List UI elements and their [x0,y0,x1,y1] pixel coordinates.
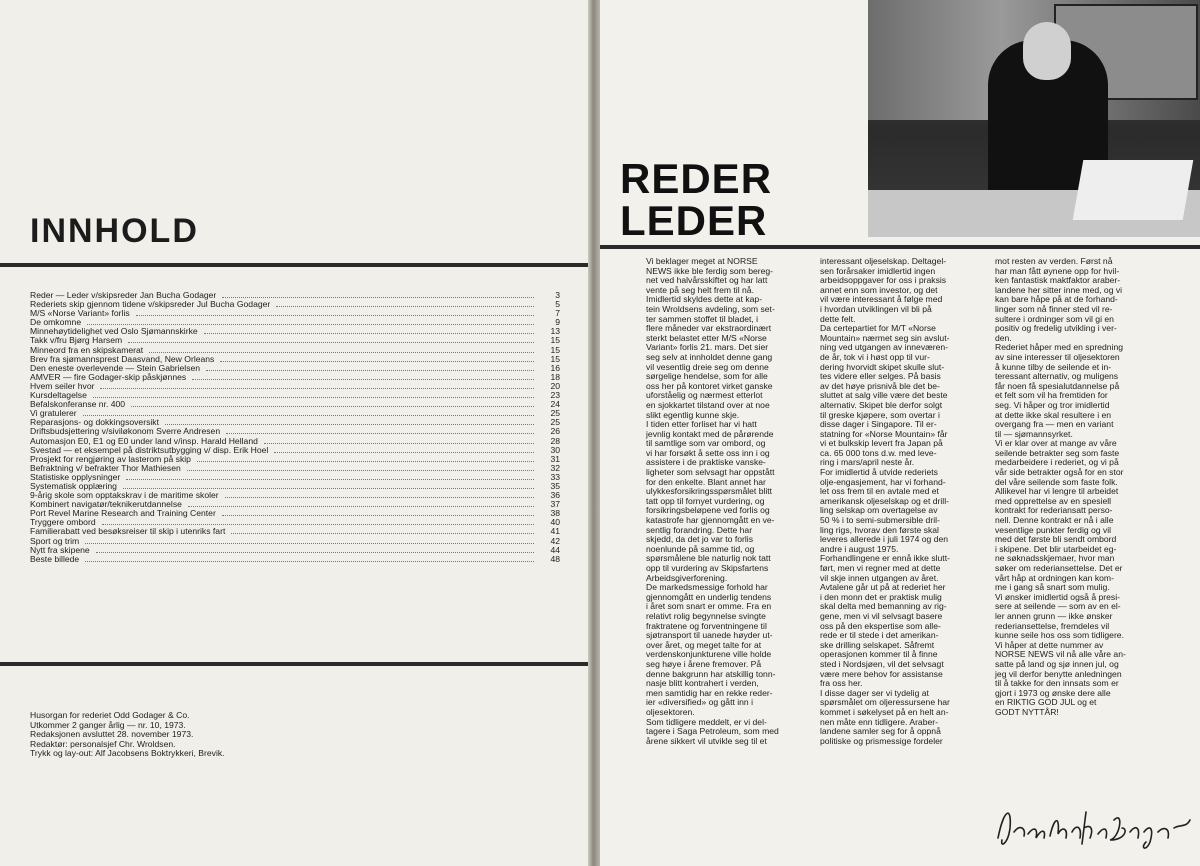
handwritten-signature [990,798,1195,856]
article-line: kontrakt for rederiansatt perso- [995,505,1113,516]
article-line: Vi ønsker imidlertid også å presi- [995,591,1120,602]
toc-entry-page: 42 [550,535,560,546]
left-page [0,0,588,866]
article-line: De markedsmessige forhold har [646,582,768,593]
toc-entry-page: 24 [550,399,560,410]
article-line: annet enn som investor, og det [820,284,938,295]
article-line: til å takke for den innsats som er [995,678,1119,689]
article-line: Da certepartiet for M/T «Norse [820,323,936,334]
article-line: ling selskap om overtagelse av [820,505,938,516]
toc-entry-page: 25 [550,417,560,428]
toc-entry-title: Takk v/fru Bjørg Harsem [30,335,123,346]
toc-leader-dots [225,497,534,498]
article-line: med det første bli sendt ombord [995,534,1117,545]
article-line: politiske og prismessige fordeler [820,735,943,746]
toc-entry-title: Kursdeltagelse [30,390,87,401]
article-line: rederiansettelse, fremdeles vil [995,620,1110,631]
article-line: I tiden etter forliset har vi hatt [646,419,757,430]
toc-entry-title: M/S «Norse Variant» forlis [30,308,130,319]
article-column-3 [995,257,1169,718]
article-line: Allikevel har vi lengre til arbeidet [995,486,1119,497]
article-line: del våre seilende som faste folk. [995,476,1118,487]
toc-entry [30,509,560,518]
toc-entry-title: Driftsbudsjettering v/siviløkonom Sverre Andresen [30,426,221,437]
photo-papers [1073,160,1194,220]
article-line: denne bakgrunn har atskillig tonn- [646,668,776,679]
article-line: årene sikkert vil utvikle seg til et [646,735,767,746]
article-line: fraktratene og forventningene til [646,620,767,631]
toc-entry-title: Hvem seiler hvor [30,380,95,391]
toc-entry-title: Befalskonferanse nr. 400 [30,399,126,410]
toc-bottom-rule [0,662,588,666]
article-line: uforståelig og nærmest etterlot [646,390,763,401]
article-title-line-2: LEDER [620,197,768,244]
toc-leader-dots [93,397,534,398]
article-line: verdenskonjunkturene ville holde [646,649,772,660]
toc-entry [30,400,560,409]
toc-entry-title: Tryggere ombord [30,517,96,528]
article-line: landene samler seg for å oppnå [820,726,941,737]
article-line: sentlig forandring. Dette har [646,524,753,535]
article-line: gene, men vi vil selvsagt basere [820,610,943,621]
toc-entry-title: Befraktning v/ befrakter Thor Mathiesen [30,462,181,473]
toc-entry-title: Beste billede [30,553,80,564]
toc-leader-dots [165,424,534,425]
article-line: dette felt. [820,313,856,324]
toc-entry [30,555,560,564]
article-line: nen måte enn tidligere. Araber- [820,716,938,727]
colophon-line: Utkommer 2 ganger årlig — nr. 10, 1973. [30,719,186,730]
article-line: relativt rolig begynnelse svingte [646,610,766,621]
article-line: statning for «Norse Mountain» får [820,428,948,439]
article-line: har man fått øynene opp for hvil- [995,265,1120,276]
colophon-line: Trykk og lay-out: Alf Jacobsens Boktrykkeri, Brevik. [30,748,225,759]
toc-leader-dots [131,406,534,407]
article-line: leveres allerede i juli 1974 og den [820,534,949,545]
toc-entry-title: Port Revel Marine Research and Training Center [30,508,216,519]
toc-entry-title: Reparasjons- og dokkingsoversikt [30,417,159,428]
article-line: overgang fra — men en variant [995,419,1114,430]
article-line: sterkt belastet etter M/S «Norse [646,332,767,343]
toc-entry-page: 3 [555,290,560,300]
article-line: rede er til stede i det amerikan- [820,630,939,641]
toc-leader-dots [206,370,534,371]
toc-entry-title: Brev fra sjømannsprest Daasvand, New Orleans [30,353,215,364]
toc-leader-dots [136,315,534,316]
article-line: Vi er klar over at mange av våre [995,438,1117,449]
article-column-2 [820,257,994,746]
toc-entry-title: Statistiske opplysninger [30,471,121,482]
toc-leader-dots [231,533,534,534]
article-line: tagere i Saga Petroleum, som med [646,726,779,737]
toc-entry-page: 44 [550,544,560,555]
article-line: mot resten av verden. Først nå [995,256,1113,266]
article-line: landene her sitter inne med, og vi [995,284,1123,295]
article-line: vil vesentlig dreie seg om denne [646,361,769,372]
article-line: å kunne tilby de seilende et in- [995,361,1112,372]
toc-entry-page: 15 [550,344,560,355]
article-line: net ved halvårsskiftet og har latt [646,275,768,286]
article-line: den. [995,332,1012,343]
article-line: For imidlertid å utvide rederiets [820,467,938,478]
toc-entry [30,527,560,536]
toc-entry-page: 23 [550,390,560,401]
toc-entry-title: Minneord fra en skipskamerat [30,344,144,355]
toc-entry-page: 15 [550,335,560,346]
article-line: i hvordan utviklingen vil bli på [820,303,932,314]
toc-leader-dots [126,479,534,480]
toc-entry-page: 33 [550,471,560,482]
article-line: I disse dager ser vi tydelig at [820,687,929,698]
article-line: jeg vil derfor benytte anledningen [995,668,1122,679]
toc-leader-dots [128,342,534,343]
article-line: over året, og meget talte for at [646,639,762,650]
toc-entry-page: 16 [550,362,560,373]
article-title-line-1: REDER [620,155,773,202]
toc-leader-dots [187,470,534,471]
article-line: Arbeidsgiverforening. [646,572,728,583]
article-line: me i gang så snart som mulig. [995,582,1110,593]
article-line: Rederiet håper med en spredning [995,342,1124,353]
toc-leader-dots [274,452,534,453]
article-line: sluttet at salg ville være det beste [820,390,948,401]
article-line: vente på seg helt frem til nå. [646,284,754,295]
article-column-1 [646,257,820,746]
article-line: kommet i søkelyset på en helt an- [820,706,949,717]
toc-entry-title: Automasjon E0, E1 og E0 under land v/insp. Harald Helland [30,435,258,446]
toc-leader-dots [220,361,534,362]
toc-entry-page: 28 [550,435,560,446]
article-line: andre i august 1975. [820,543,899,554]
article-line: Mountain» nærmet seg sin avslut- [820,332,950,343]
article-line: flere måneder var ekstraordinært [646,323,772,334]
article-line: for den enkelte. Blant annet har [646,476,766,487]
article-line: sted i Nordsjøen, vil det selvsagt [820,658,944,669]
article-line: oljesektoren. [646,706,695,717]
article-line: sere at seilende — som av en el- [995,601,1121,612]
toc-leader-dots [87,324,534,325]
toc-title: INNHOLD [30,212,199,250]
article-line: av det høye prisnivå ble det be- [820,380,940,391]
table-of-contents [30,291,560,564]
article-line: søker om rederiansettelse. Det er [995,563,1123,573]
article-line: jevnlig kontakt med de pårørende [646,428,774,439]
article-line: til — sjømannsyrket. [995,428,1073,439]
article-line: ken fantastisk maktfaktor araber- [995,275,1121,286]
article-line: disse dager i Singapore. Til er- [820,419,937,430]
article-line: dering hvorvidt skipet skulle slut- [820,361,945,372]
toc-entry [30,373,560,382]
article-line: tatt opp til fornyet vurdering, og [646,495,765,506]
toc-leader-dots [188,506,534,507]
toc-leader-dots [204,333,534,334]
toc-entry-page: 15 [550,353,560,364]
toc-leader-dots [226,433,534,434]
article-line: ling rigs, hvorav den første skal [820,524,939,535]
article-rule [600,245,1200,249]
article-line: Imidlertid skyldes dette at kap- [646,294,763,305]
article-line: med opprettelse av en spesiell [995,495,1112,506]
article-line: til greske kjøpere, som overtar i [820,409,940,420]
right-page [600,0,1200,866]
article-line: slikt egentlig kunne skje. [646,409,740,420]
toc-entry-page: 13 [550,326,560,337]
article-line: de år, tok vi i høst opp til vur- [820,351,930,362]
article-line: opp til vurdering av Skipsfartens [646,563,769,573]
toc-entry [30,309,560,318]
toc-leader-dots [85,561,534,562]
article-line: spørsmålene ble naturlig nok tatt [646,553,771,564]
toc-entry-title: Vi gratulerer [30,408,77,419]
article-line: seg selv at innholdet denne gang [646,351,773,362]
toc-entry-title: Minnehøytidelighet ved Oslo Sjømannskirke [30,326,198,337]
article-line: olje-engasjement, har vi forhand- [820,476,946,487]
toc-entry-page: 32 [550,462,560,473]
colophon-line: Husorgan for rederiet Odd Godager & Co. [30,710,190,720]
article-line: ring i mars/april neste år. [820,457,915,468]
photo-person-head [1023,22,1071,80]
article-line: teressant alternativ, og muligens [995,371,1119,382]
toc-leader-dots [197,461,534,462]
article-line: en RIKTIG GOD JUL og et [995,697,1097,708]
article-line: Som tidligere meddelt, er vi del- [646,716,767,727]
article-line: ca. 65 000 tons d.w. med leve- [820,447,937,458]
article-line: kunne seile hos oss som tidligere. [995,630,1124,641]
toc-leader-dots [222,297,534,298]
article-line: satte på land og sjø innen jul, og [995,658,1119,669]
toc-entry-page: 20 [550,380,560,391]
article-line: positiv og fredelig utvikling i ver- [995,323,1117,334]
toc-entry-page: 38 [550,508,560,519]
toc-entry-page: 9 [555,317,560,328]
article-line: vil skje innen utgangen av året. [820,572,939,583]
article-line: Vi beklager meget at NORSE [646,256,758,266]
article-line: tes videre eller selges. På basis [820,371,941,382]
article-line: gjort i 1973 og ønske dere alle [995,687,1111,698]
toc-entry-page: 41 [550,526,560,537]
article-line: sjøtransport til uanede høyder ut- [646,630,773,641]
article-line: ligheter som selvsagt har oppstått [646,467,775,478]
toc-leader-dots [102,524,534,525]
toc-entry-title: Kombinert navigatør/teknikerutdannelse [30,499,182,510]
toc-entry-title: Svestad — et eksempel på distriktsutbygging v/ disp. Erik Hoel [30,444,269,455]
article-line: oss på den ekspertise som alle- [820,620,941,631]
toc-leader-dots [123,488,534,489]
toc-entry [30,382,560,391]
article-line: noenlunde på samme tid, og [646,543,755,554]
toc-leader-dots [83,415,534,416]
article-line: spørsmålet om oljeressursene har [820,697,950,708]
toc-leader-dots [85,543,534,544]
book-spine [588,0,600,866]
article-line: sultere i ordninger som vil gi en [995,313,1114,324]
toc-leader-dots [192,379,534,380]
article-line: gjennomgått en underlig tendens [646,591,772,602]
article-line: kan bare håpe på at de forhand- [995,294,1118,305]
article-line: vil være interessant å følge med [820,294,943,305]
toc-entry-title: Nytt fra skipene [30,544,90,555]
article-line: av sine interesser til oljesektoren [995,351,1120,362]
toc-entry-page: 7 [555,308,560,319]
article-line: NORSE NEWS vil nå alle våre an- [995,649,1126,660]
article-line: ske drilling selskapet. Såfremt [820,639,935,650]
article-line: ulykkesforsikringsspørsmålet blitt [646,486,773,497]
article-line: skal delta med bemanning av rig- [820,601,947,612]
toc-entry-page: 40 [550,517,560,528]
toc-entry-page: 36 [550,490,560,501]
article-line: ning ved utgangen av inneværen- [820,342,949,353]
toc-entry-page: 25 [550,408,560,419]
toc-entry [30,537,560,546]
article-line: arbeidsoppgaver for oss i praksis [820,275,947,286]
article-line: ier «diversified» og gått inn i [646,697,754,708]
toc-leader-dots [222,515,534,516]
article-line: i den monn det er praktisk mulig [820,591,942,602]
toc-leader-dots [149,352,534,353]
article-line: assistere i de praktiske vanske- [646,457,766,468]
article-line: ler annen grunn — ikke ønsker [995,610,1113,621]
article-line: vår side betrakter også for en stor [995,467,1124,478]
article-line: Variant» forlis 21. mars. Det sier [646,342,769,353]
article-line: seilende betrakter seg som faste [995,447,1120,458]
toc-entry-title: Den eneste overlevende — Stein Gabrielsen [30,362,201,373]
article-line: være mere behov for assistanse [820,668,943,679]
article-line: at dette ikke skal resultere i en [995,409,1112,420]
article-line: en sjokkartet tilstand over at noe [646,399,770,410]
toc-entry-title: Prosjekt for rengjøring av lasterom på skip [30,453,191,464]
toc-entry-page: 30 [550,444,560,455]
toc-entry-page: 5 [555,299,560,310]
article-line: men samtidig har en rekke reder- [646,687,773,698]
toc-entry-page: 18 [550,371,560,382]
toc-entry-title: Sport og trim [30,535,80,546]
toc-entry-page: 37 [550,499,560,510]
article-line: GODT NYTTÅR! [995,706,1059,717]
article-line: linger som nå finner sted vil re- [995,303,1113,314]
toc-entry-title: 9-årig skole som opptakskrav i de maritime skoler [30,490,219,501]
article-line: 50 % i to semi-submersible dril- [820,515,940,526]
article-line: Forhandlingene er ennå ikke slutt- [820,553,950,564]
toc-entry-page: 26 [550,426,560,437]
article-line: vi har forsøkt å sette oss inn i og [646,447,770,458]
toc-leader-dots [100,388,534,389]
toc-top-rule [0,263,588,267]
article-line: Vi håper at dette nummer av [995,639,1104,650]
article-line: NEWS ikke ble ferdig som bereg- [646,265,774,276]
article-line: et felt som vil ha fremtiden for [995,390,1108,401]
toc-entry-title: De omkomne [30,317,82,328]
article-line: tein Wroldsens avdeling, som set- [646,303,775,314]
article-line: vårt håp at ordningen kan kom- [995,572,1114,583]
toc-entry-title: Rederiets skip gjennom tidene v/skipsreder Jul Bucha Godager [30,299,271,310]
article-line: alternativ. Skipet ble derfor solgt [820,399,943,410]
article-line: ne søknadsskjemaer, hvor man [995,553,1115,564]
article-line: i året som snart er omme. Fra en [646,601,772,612]
article-line: let oss frem til en avtale med et [820,486,939,497]
toc-leader-dots [276,306,534,307]
toc-entry-page: 31 [550,453,560,464]
portrait-photo [868,0,1200,237]
article-line: fra oss her. [820,678,863,689]
toc-entry-title: Familierabatt ved besøksreiser til skip i utenriks fart [30,526,226,537]
article-line: sørgelige hendelse, som for alle [646,371,768,382]
article-line: ter sammen stoffet til bladet, i [646,313,759,324]
toc-entry-title: Reder — Leder v/skipsreder Jan Bucha Godager [30,290,217,300]
toc-entry-page: 48 [550,553,560,564]
toc-entry [30,546,560,555]
article-line: forsikringsbeløpene ved forlis og [646,505,770,516]
toc-leader-dots [96,552,534,553]
article-title [620,155,773,244]
article-line: vesentlige punkter ferdig og vil [995,524,1112,535]
article-line: får noen få spesialutdannelse på [995,380,1120,391]
article-line: i skipene. Det blir utarbeidet eg- [995,543,1117,554]
article-line: katastrofe har gjennomgått en ve- [646,515,775,526]
toc-entry-title: Systematisk opplæring [30,480,117,491]
article-line: interessant oljeselskap. Deltagel- [820,256,947,266]
article-line: medarbeidere i rederiet, og vi på [995,457,1119,468]
article-line: amerikansk oljeselskap og et drill- [820,495,949,506]
article-line: nell. Denne kontrakt er nå i alle [995,515,1114,526]
toc-entry-title: AMVER — fire Godager-skip påskjønnes [30,371,187,382]
article-line: til samtlige som var ombord, og [646,438,766,449]
article-line: skjedd, da det jo var to forlis [646,534,753,545]
colophon-line: Redaktør: personalsjef Chr. Wroldsen. [30,738,176,749]
colophon-line: Redaksjonen avsluttet 28. november 1973. [30,729,194,740]
toc-leader-dots [264,443,534,444]
colophon [30,711,530,759]
article-line: vi et bulkskip levert fra Japan på [820,438,943,449]
article-line: nasje blitt kontrahert i verden, [646,678,759,689]
article-line: Avtalene går ut på at rederiet her [820,582,946,593]
toc-entry-page: 35 [550,480,560,491]
article-line: seg. Vi håper og tror imidlertid [995,399,1110,410]
article-line: operasjonen kommer til å finne [820,649,938,660]
article-line: seg høye i årene fremover. På [646,658,762,669]
article-line: sen forårsaker imidlertid ingen [820,265,936,276]
article-line: oss her på kontoret virket ganske [646,380,773,391]
article-line: ført, men vi regner med at dette [820,563,941,573]
